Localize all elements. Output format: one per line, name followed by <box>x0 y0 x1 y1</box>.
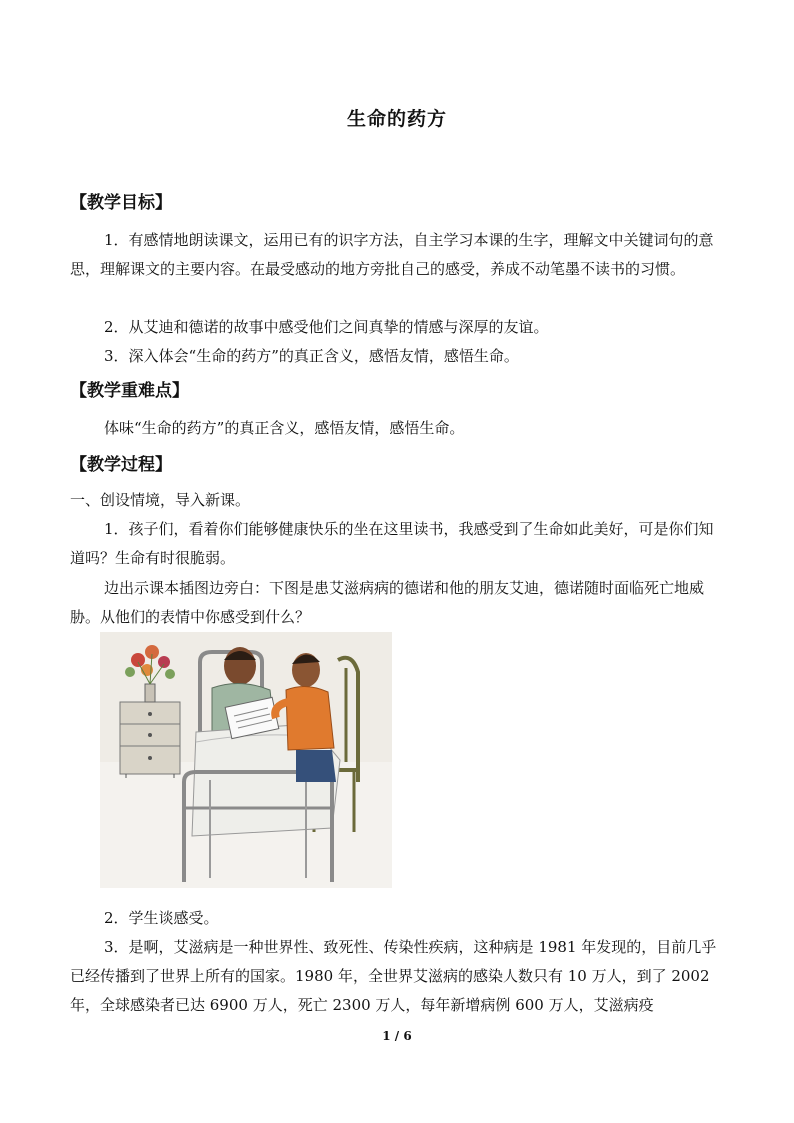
objective-item-3: 3．深入体会“生命的药方”的真正含义，感悟友情，感悟生命。 <box>104 347 519 365</box>
key-points-text: 体味“生命的药方”的真正含义，感悟友情，感悟生命。 <box>104 419 465 437</box>
process-heading: 【教学过程】 <box>70 455 172 475</box>
page-number: 1 / 6 <box>382 1029 412 1043</box>
process-paragraph-2: 边出示课本插图边旁白：下图是患艾滋病病的德诺和他的朋友艾迪，德诺随时面临死亡地威胁。从他们的表情中你感受到什么？ <box>70 579 705 626</box>
nightstand <box>120 702 180 778</box>
process-paragraph-4: 3．是啊，艾滋病是一种世界性、致死性、传染性疾病，这种病是 1981 年发现的，目前几乎已经传播到了世界上所有的国家。1980 年，全世界艾滋病的感染人数只有 10 万人，到了 2002 年，全球感染者已达 6900 万人，死亡 2300 万人，每年新增病例 600 万人，艾滋病疫 <box>70 938 717 1014</box>
key-points-heading: 【教学重难点】 <box>70 381 189 401</box>
objective-item-1: 1．有感情地朗读课文，运用已有的识字方法，自主学习本课的生字，理解文中关键词句的意思，理解课文的主要内容。在最受感动的地方旁批自己的感受，养成不动笔墨不读书的习惯。 <box>70 231 714 278</box>
document-title: 生命的药方 <box>346 108 447 130</box>
process-paragraph-1: 1．孩子们，看着你们能够健康快乐的坐在这里读书，我感受到了生命如此美好，可是你们知道吗？生命有时很脆弱。 <box>70 520 714 567</box>
objective-item-2: 2．从艾迪和德诺的故事中感受他们之间真挚的情感与深厚的友谊。 <box>104 318 549 336</box>
process-paragraph-3: 2．学生谈感受。 <box>104 909 219 927</box>
textbook-illustration <box>100 632 392 888</box>
objectives-heading: 【教学目标】 <box>70 193 172 213</box>
process-step-title: 一、创设情境，导入新课。 <box>70 491 251 509</box>
